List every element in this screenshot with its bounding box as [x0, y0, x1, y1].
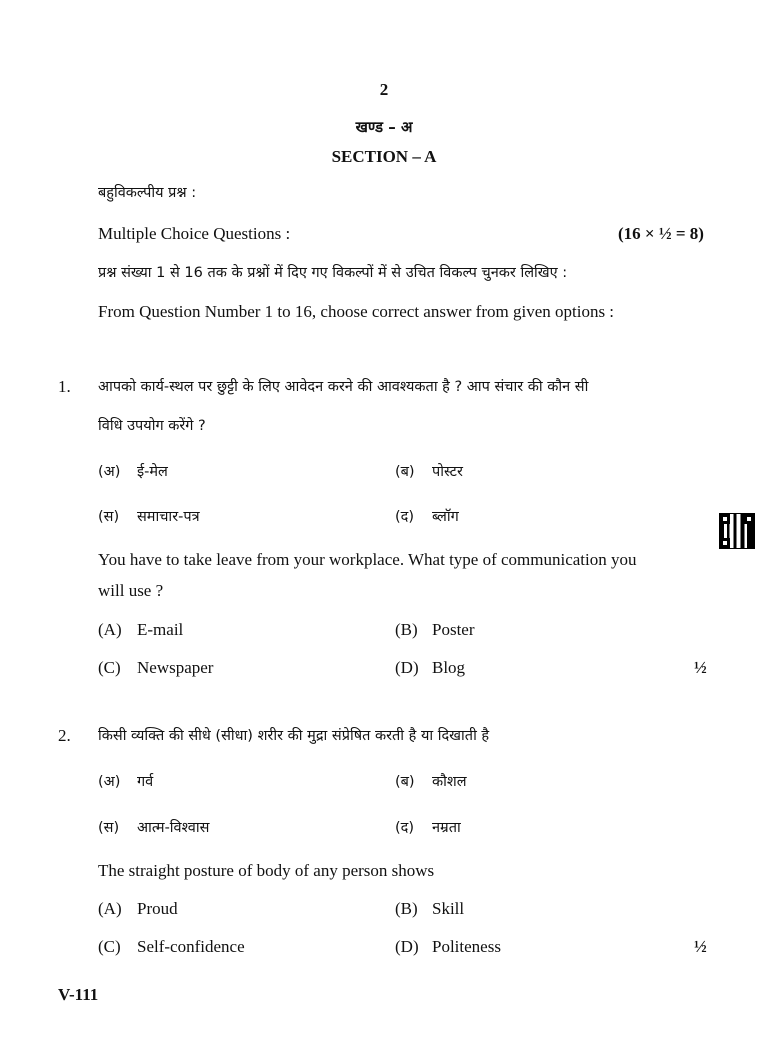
- option-text: Skill: [432, 899, 465, 918]
- option-label: (C): [98, 658, 121, 677]
- option-text: कौशल: [432, 774, 467, 790]
- option-label: (द): [395, 509, 415, 525]
- option-label: (B): [395, 620, 418, 639]
- question-text-hindi-continued: विधि उपयोग करेंगे ?: [98, 418, 206, 434]
- question-marks: ½: [694, 658, 707, 677]
- question-marks: ½: [694, 937, 707, 956]
- option-label: (A): [98, 899, 122, 918]
- option-text: ब्लॉग: [432, 509, 459, 525]
- option-text: Poster: [432, 620, 475, 639]
- option-label: (द): [395, 820, 415, 836]
- option-label: (अ): [98, 774, 121, 790]
- question-text-hindi: किसी व्यक्ति की सीधे (सीधा) शरीर की मुद्रा संप्रेषित करती है या दिखाती है: [98, 728, 490, 744]
- option-text: गर्व: [137, 774, 154, 790]
- option-text: Self-confidence: [137, 937, 245, 956]
- paper-code: V-111: [58, 985, 99, 1004]
- mcq-heading-english: Multiple Choice Questions :: [98, 224, 291, 243]
- option-text: पोस्टर: [432, 464, 463, 480]
- option-label: (B): [395, 899, 418, 918]
- option-text: नम्रता: [432, 820, 461, 836]
- instruction-english: From Question Number 1 to 16, choose correct answer from given options :: [98, 302, 615, 321]
- qr-code-icon: [720, 514, 754, 548]
- instruction-hindi: प्रश्न संख्या 1 से 16 तक के प्रश्नों में दिए गए विकल्पों में से उचित विकल्प चुनकर लिखिए :: [98, 265, 568, 281]
- question-text-hindi: आपको कार्य-स्थल पर छुट्टी के लिए आवेदन करने की आवश्यकता है ? आप संचार की कौन सी: [98, 379, 589, 395]
- option-label: (C): [98, 937, 121, 956]
- option-label: (D): [395, 937, 419, 956]
- option-label: (स): [98, 820, 120, 836]
- option-label: (ब): [395, 464, 415, 480]
- section-title-english: SECTION – A: [331, 147, 437, 166]
- option-label: (ब): [395, 774, 415, 790]
- option-text: E-mail: [137, 620, 184, 639]
- mcq-heading-hindi: बहुविकल्पीय प्रश्न :: [98, 185, 197, 201]
- question-number: 2.: [58, 726, 71, 745]
- question-number: 1.: [58, 377, 71, 396]
- option-text: ई-मेल: [137, 464, 168, 480]
- option-text: Blog: [432, 658, 466, 677]
- option-text: आत्म-विश्वास: [137, 820, 210, 836]
- option-label: (A): [98, 620, 122, 639]
- option-label: (D): [395, 658, 419, 677]
- question-text-english: You have to take leave from your workplace. What type of communication you: [98, 550, 637, 569]
- option-label: (स): [98, 509, 120, 525]
- option-label: (अ): [98, 464, 121, 480]
- option-text: समाचार-पत्र: [137, 509, 200, 525]
- section-title-hindi: खण्ड – अ: [355, 118, 413, 136]
- question-text-english-continued: will use ?: [98, 581, 164, 600]
- option-text: Politeness: [432, 937, 501, 956]
- page-number: 2: [379, 80, 389, 99]
- question-text-english: The straight posture of body of any person shows: [98, 861, 435, 880]
- option-text: Newspaper: [137, 658, 214, 677]
- marks-total: (16 × ½ = 8): [618, 224, 704, 243]
- option-text: Proud: [137, 899, 178, 918]
